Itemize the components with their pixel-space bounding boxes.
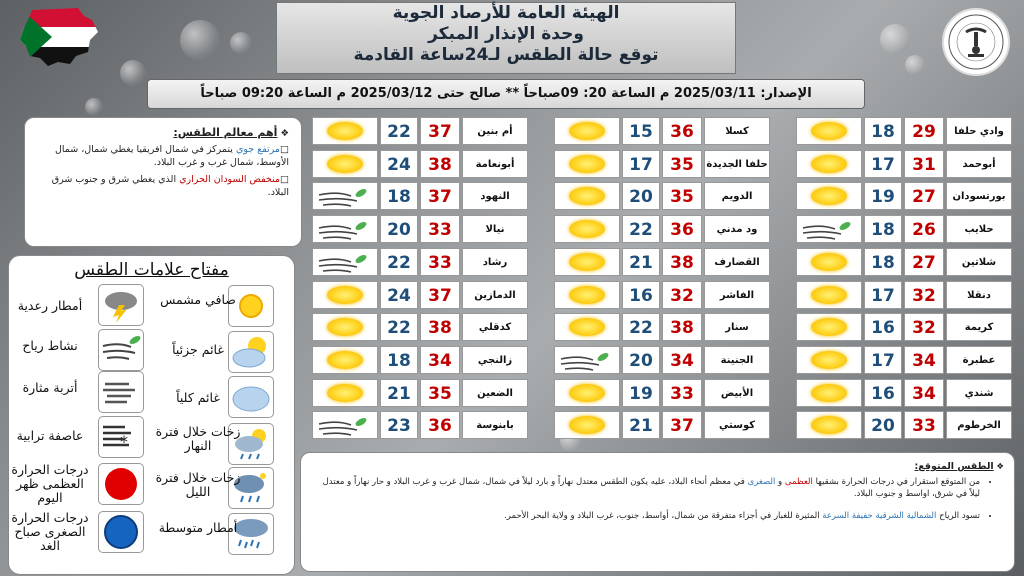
city-name: أبونعامة [462, 150, 528, 178]
features-title: أهم معالم الطقس: [173, 126, 278, 139]
wind-activity-icon [801, 220, 853, 242]
legend-symbol [98, 416, 144, 458]
city-name: الأبيض [704, 379, 770, 407]
min-temperature: 17 [864, 281, 902, 309]
sunny-icon [327, 155, 363, 173]
legend-symbol [98, 329, 144, 371]
weather-icon-cell [796, 117, 862, 145]
square-bullet-icon: □ [280, 144, 289, 155]
city-row [312, 313, 528, 343]
weather-icon-cell [554, 379, 620, 407]
sunny-icon [811, 155, 847, 173]
city-name: أبوحمد [946, 150, 1012, 178]
city-row [312, 248, 528, 278]
city-row [554, 313, 770, 343]
forecast-bullet-wind [311, 510, 980, 522]
sunny-icon [569, 416, 605, 434]
feature-thermal-low [37, 173, 289, 199]
valid-time: م الساعة 09:20 صباحاً [200, 86, 347, 101]
title-line-authority: الهيئة العامة للأرصاد الجوية [392, 3, 620, 23]
city-row [312, 150, 528, 180]
max-temperature: 34 [904, 379, 944, 407]
max-temperature: 36 [420, 411, 460, 439]
city-name: عطبرة [946, 346, 1012, 374]
wind-activity-icon [317, 187, 369, 209]
city-name: شندي [946, 379, 1012, 407]
weather-icon-cell [796, 215, 862, 243]
max-temperature: 38 [662, 313, 702, 341]
sunny-icon [569, 253, 605, 271]
background-droplet [85, 98, 103, 116]
legend-symbol [98, 371, 144, 413]
forecast-text: في معظم أنحاء البلاد، عليه يكون الطقس معتدل نهاراً و بارد ليلاً في شمال، شمال غرب و غرب البلاد و حار نهاراً و معتدل ليلاً في شرق، اواسط و جنوب البلاد. [322, 477, 980, 499]
sunny-icon [569, 122, 605, 140]
city-name: الدمازين [462, 281, 528, 309]
sunny-icon [327, 122, 363, 140]
valid-until-label: ** صالح حتى [436, 86, 520, 101]
sunny-icon [569, 220, 605, 238]
city-row [796, 411, 1012, 441]
sunny-icon [811, 286, 847, 304]
weather-icon-cell [554, 411, 620, 439]
logo-emblem-icon [944, 10, 1008, 74]
max-temperature: 32 [662, 281, 702, 309]
city-name: رشاد [462, 248, 528, 276]
min-temperature: 24 [380, 281, 418, 309]
max-temperature: 27 [904, 248, 944, 276]
city-name: أم بنين [462, 117, 528, 145]
min-temperature: 22 [380, 313, 418, 341]
max-term: العظمى [784, 477, 813, 487]
weather-icon-cell [796, 346, 862, 374]
min-temperature: 21 [622, 248, 660, 276]
sunny-icon [811, 187, 847, 205]
max-temperature: 37 [420, 281, 460, 309]
max-temperature: 34 [662, 346, 702, 374]
background-droplet [905, 55, 925, 75]
min-temperature: 20 [380, 215, 418, 243]
sudan-flag-map-icon [18, 6, 100, 68]
weather-icon-cell [796, 182, 862, 210]
wind-activity-icon [317, 253, 369, 275]
high-pressure-term: مرتفع جوي [235, 144, 281, 155]
weather-icon-cell [796, 248, 862, 276]
weather-icon-cell [312, 215, 378, 243]
min-temperature: 17 [864, 346, 902, 374]
title-line-unit: وحدة الإنذار المبكر [428, 24, 584, 44]
city-row [796, 313, 1012, 343]
weather-icon-cell [796, 313, 862, 341]
city-name: زالنجي [462, 346, 528, 374]
max-temperature: 36 [662, 117, 702, 145]
city-row [796, 281, 1012, 311]
city-name: شلاتين [946, 248, 1012, 276]
legend-label: نشاط رياح [22, 338, 78, 353]
max-temperature: 26 [904, 215, 944, 243]
weather-icon-cell [796, 281, 862, 309]
weather-icon-cell [312, 411, 378, 439]
background-droplet [230, 32, 252, 54]
min-temperature: 16 [864, 379, 902, 407]
legend-symbol [98, 284, 144, 326]
city-name: بابنوسة [462, 411, 528, 439]
min-temperature: 18 [380, 182, 418, 210]
wind-activity-icon [317, 220, 369, 242]
weather-icon-cell [312, 182, 378, 210]
min-temperature: 17 [622, 150, 660, 178]
weather-icon-cell [554, 117, 620, 145]
thunder-icon [99, 285, 143, 325]
min-temperature: 17 [864, 150, 902, 178]
min-temperature: 16 [622, 281, 660, 309]
sunny-icon [811, 318, 847, 336]
sunny-icon [327, 286, 363, 304]
city-row [554, 117, 770, 147]
sunny-icon [811, 351, 847, 369]
max-temperature: 35 [420, 379, 460, 407]
city-row [796, 182, 1012, 212]
city-name: الدويم [704, 182, 770, 210]
background-droplet [180, 20, 220, 60]
max-temperature: 34 [420, 346, 460, 374]
legend-label: أمطار رعدية [17, 298, 83, 313]
sunny-icon [569, 187, 605, 205]
weather-icon-cell [312, 281, 378, 309]
city-name: سنار [704, 313, 770, 341]
min-temperature: 19 [864, 182, 902, 210]
sunny-icon [569, 286, 605, 304]
issue-validity-bar [147, 79, 865, 109]
sunny-icon [811, 384, 847, 402]
weather-icon-cell [312, 150, 378, 178]
max-temperature: 38 [662, 248, 702, 276]
min-temperature: 23 [380, 411, 418, 439]
min-temperature: 18 [864, 215, 902, 243]
forecast-title: الطقس المتوقع: [914, 461, 994, 472]
city-name: كدقلي [462, 313, 528, 341]
max-temperature: 37 [662, 411, 702, 439]
background-droplet [880, 24, 910, 54]
min-temperature: 22 [622, 215, 660, 243]
city-row [554, 281, 770, 311]
city-row [796, 215, 1012, 245]
city-name: الجنينة [704, 346, 770, 374]
city-name: الضعين [462, 379, 528, 407]
svg-text:∗: ∗ [118, 432, 129, 446]
min-temperature: 20 [622, 346, 660, 374]
weather-icon-cell [312, 346, 378, 374]
max-temperature: 31 [904, 150, 944, 178]
forecast-bullet-temperature [311, 476, 980, 500]
city-name: الخرطوم [946, 411, 1012, 439]
city-name: بورتسودان [946, 182, 1012, 210]
dust-storm-icon [99, 417, 143, 457]
weather-icon-cell [554, 346, 620, 374]
weather-icon-cell [796, 150, 862, 178]
city-row [312, 411, 528, 441]
max-temperature: 37 [420, 117, 460, 145]
city-row [796, 117, 1012, 147]
weather-icon-cell [796, 411, 862, 439]
city-row [312, 379, 528, 409]
max-temperature: 38 [420, 313, 460, 341]
city-row [796, 346, 1012, 376]
sunny-icon [569, 318, 605, 336]
city-row [312, 182, 528, 212]
city-row [796, 150, 1012, 180]
sunny-icon [327, 384, 363, 402]
issue-date: 2025/03/11 [673, 86, 756, 101]
min-temperature: 21 [380, 379, 418, 407]
max-temperature: 34 [904, 346, 944, 374]
legend-symbol [98, 511, 144, 553]
legend-label: غائم جزئياً [172, 342, 224, 357]
weather-icon-cell [796, 379, 862, 407]
city-name: الفاشر [704, 281, 770, 309]
legend-label: أتربة مثارة [22, 380, 78, 395]
city-name: القضارف [704, 248, 770, 276]
min-temperature: 19 [622, 379, 660, 407]
feature-high-pressure [37, 143, 289, 169]
meteorological-authority-logo [942, 8, 1010, 76]
legend-label: درجات الحرارة الصغرى صباح الغد [11, 510, 89, 553]
background-droplet [120, 60, 146, 86]
city-row [554, 248, 770, 278]
min-term: الصغرى [747, 477, 776, 487]
city-row [312, 215, 528, 245]
min-temperature: 22 [380, 117, 418, 145]
sunny-icon [327, 351, 363, 369]
issue-time: م الساعة 20: 09صباحاً [523, 86, 670, 101]
city-row [554, 182, 770, 212]
min-temperature: 24 [380, 150, 418, 178]
max-temperature: 35 [662, 150, 702, 178]
max-temperature: 38 [420, 150, 460, 178]
weather-icon-cell [312, 313, 378, 341]
city-row [554, 379, 770, 409]
legend-label: غائم كلياً [176, 390, 220, 405]
max-temperature: 33 [904, 411, 944, 439]
forecast-text: من المتوقع استقرار في درجات الحرارة بشقيها [812, 477, 980, 487]
forecast-text: تسود الرياح [936, 511, 980, 521]
min-temperature: 15 [622, 117, 660, 145]
max-temperature: 37 [420, 182, 460, 210]
weather-icon-cell [554, 313, 620, 341]
expected-weather-box [300, 452, 1015, 572]
max-temperature: 29 [904, 117, 944, 145]
max-temperature: 36 [662, 215, 702, 243]
min-temp-icon [99, 512, 143, 552]
min-temperature: 20 [864, 411, 902, 439]
city-name: نيالا [462, 215, 528, 243]
legend-label: زخات خلال فترة النهار [155, 424, 241, 453]
thermal-low-text: الذي يغطي شرق و جنوب شرق البلاد. [51, 174, 289, 198]
min-temperature: 18 [864, 248, 902, 276]
min-temperature: 21 [622, 411, 660, 439]
max-temperature: 32 [904, 313, 944, 341]
valid-date: 2025/03/12 [350, 86, 433, 101]
bulletin-title [276, 2, 736, 74]
city-name: كوستي [704, 411, 770, 439]
city-name: النهود [462, 182, 528, 210]
max-temp-icon [99, 464, 143, 504]
wind-activity-icon [317, 416, 369, 438]
sunny-icon [569, 384, 605, 402]
diamond-bullet-icon: ❖ [280, 128, 289, 139]
wind-activity-icon [559, 351, 611, 373]
title-line-forecast: توقع حالة الطقس لـ24ساعة القادمة [353, 45, 659, 65]
city-row [796, 248, 1012, 278]
wind-term: الشمالية الشرقية خفيفة السرعة [822, 511, 937, 521]
city-name: حلايب [946, 215, 1012, 243]
weather-icon-cell [312, 248, 378, 276]
sunny-icon [811, 253, 847, 271]
sunny-icon [569, 155, 605, 173]
weather-icon-cell [554, 215, 620, 243]
min-temperature: 18 [380, 346, 418, 374]
high-pressure-text: يتمركز في شمال افريقيا يغطي شمال، شمال الأوسط، شمال غرب و غرب البلاد. [54, 144, 289, 168]
weather-icon-cell [554, 248, 620, 276]
weather-features-box [24, 117, 302, 247]
legend-title: مفتاح علامات الطقس [74, 260, 229, 280]
city-row [312, 117, 528, 147]
min-temperature: 20 [622, 182, 660, 210]
min-temperature: 18 [864, 117, 902, 145]
wind-icon [99, 330, 143, 370]
max-temperature: 33 [662, 379, 702, 407]
weather-icon-cell [554, 150, 620, 178]
weather-icon-cell [554, 281, 620, 309]
sunny-icon [327, 318, 363, 336]
min-temperature: 16 [864, 313, 902, 341]
city-name: حلفا الجديدة [704, 150, 770, 178]
city-name: ود مدني [704, 215, 770, 243]
sunny-icon [811, 122, 847, 140]
square-bullet-icon: □ [280, 174, 289, 185]
min-temperature: 22 [622, 313, 660, 341]
city-name: دنقلا [946, 281, 1012, 309]
weather-icon-cell [554, 182, 620, 210]
issue-label: الإصدار: [760, 86, 812, 101]
max-temperature: 33 [420, 215, 460, 243]
legend-label: درجات الحرارة العظمى ظهر اليوم [11, 462, 89, 505]
dust-icon [99, 372, 143, 412]
min-temperature: 22 [380, 248, 418, 276]
city-row [312, 346, 528, 376]
forecast-text: و [775, 477, 785, 487]
max-temperature: 27 [904, 182, 944, 210]
weather-icon-cell [312, 117, 378, 145]
city-row [554, 150, 770, 180]
city-row [554, 215, 770, 245]
weather-icon-cell [312, 379, 378, 407]
city-row [312, 281, 528, 311]
legend-label: صافي مشمس [160, 292, 236, 307]
legend-symbol [98, 463, 144, 505]
thermal-low-term: منخفض السودان الحراري [179, 174, 281, 185]
city-row [554, 411, 770, 441]
forecast-text: المثيرة للغبار في أجزاء متفرقة من شمال، أواسط، جنوب، غرب البلاد و ولاية البحر الأحمر. [504, 511, 823, 521]
legend-label: عاصفة ترابية [16, 428, 84, 443]
city-name: كسلا [704, 117, 770, 145]
city-name: كريمة [946, 313, 1012, 341]
max-temperature: 33 [420, 248, 460, 276]
max-temperature: 35 [662, 182, 702, 210]
city-row [796, 379, 1012, 409]
legend-label: زخات خلال فترة الليل [155, 470, 241, 499]
city-row [554, 346, 770, 376]
max-temperature: 32 [904, 281, 944, 309]
legend-label: أمطار متوسطة [158, 520, 238, 535]
diamond-bullet-icon: ❖ [996, 462, 1004, 472]
city-name: وادي حلفا [946, 117, 1012, 145]
weather-symbols-legend [8, 255, 295, 575]
sunny-icon [811, 416, 847, 434]
